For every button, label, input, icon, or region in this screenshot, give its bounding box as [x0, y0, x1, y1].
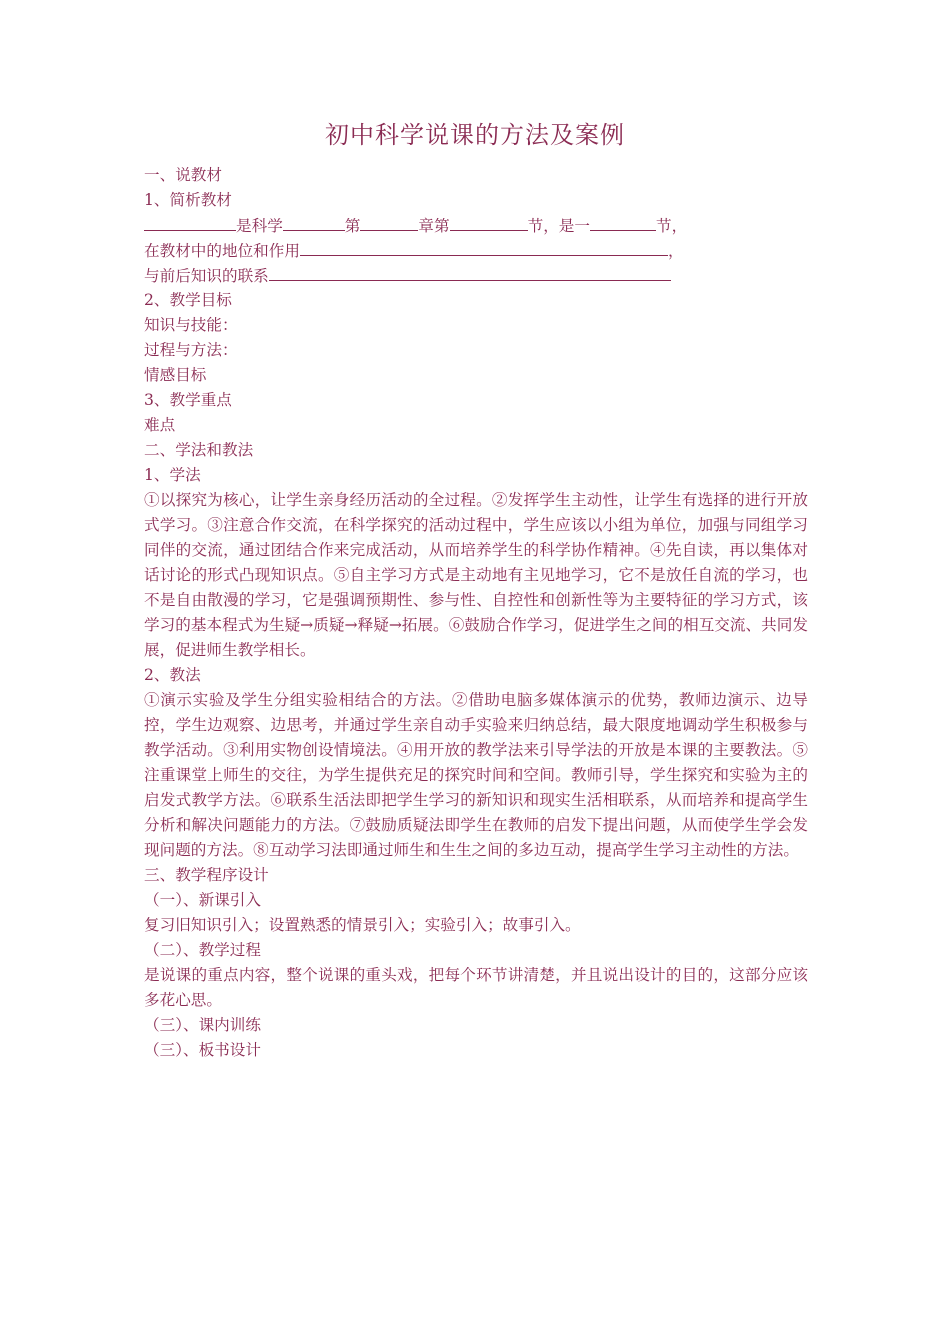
section-heading-1: 一、说教材	[144, 166, 222, 184]
paragraph-teaching-process: 是说课的重点内容，整个说课的重头戏，把每个环节讲清楚，并且说出设计的目的，这部分应该多花心思。	[144, 966, 808, 1009]
blank-field	[590, 213, 656, 231]
blank-field	[300, 238, 668, 256]
paragraph-learning-methods: ①以探究为核心，让学生亲身经历活动的全过程。②发挥学生主动性，让学生有选择的进行开放式学习。③注意合作交流，在科学探究的活动过程中，学生应该以小组为单位，加强与同组学习同伴的交流，通过团结合作来完成活动，从而培养学生的科学协作精神。④先自读，再以集体对话讨论的形式凸现知识点。⑤自主学习方式是主动地有主见地学习，它不是放任自流的学习，也不是自由散漫的学习，它是强调预期性、参与性、自控性和创新性等为主要特征的学习方式，该学习的基本程式为生疑→质疑→释疑→拓展。⑥鼓励合作学习，促进学生之间的相互交流、共同发展，促进师生教学相长。	[144, 491, 808, 659]
section-heading-3: 三、教学程序设计	[144, 866, 269, 884]
subheading-lesson-intro: （一）、新课引入	[144, 891, 261, 909]
fill-line-chapter	[144, 213, 808, 238]
blank-field	[450, 213, 528, 231]
fill-text: 节，	[656, 217, 688, 235]
subheading-teaching-methods: 2、教法	[144, 666, 201, 684]
fill-line-role	[144, 238, 808, 263]
paragraph-lesson-intro: 复习旧知识引入；设置熟悉的情景引入；实验引入；故事引入。	[144, 916, 581, 934]
subheading-learning-methods: 1、学法	[144, 466, 201, 484]
subheading-key-points: 3、教学重点	[144, 391, 232, 409]
fill-text: ，	[667, 242, 684, 260]
fill-text: 第	[344, 217, 361, 235]
subheading-board-design: （三）、板书设计	[144, 1041, 261, 1059]
fill-label: 与前后知识的联系	[144, 267, 269, 285]
fill-text: 节，是一	[527, 217, 590, 235]
fill-line-connection	[144, 263, 808, 288]
blank-field	[283, 213, 345, 231]
blank-field	[360, 213, 418, 231]
document-body	[144, 163, 808, 1063]
goal-item: 情感目标	[144, 366, 207, 384]
blank-field	[269, 263, 671, 281]
subheading-teaching-goals: 2、教学目标	[144, 291, 232, 309]
document-title: 初中科学说课的方法及案例	[325, 121, 625, 149]
fill-label: 在教材中的地位和作用	[144, 242, 300, 260]
subheading-textbook-analysis: 1、简析教材	[144, 191, 232, 209]
fill-text: 章第	[418, 217, 450, 235]
subheading-teaching-process: （二）、教学过程	[144, 941, 261, 959]
goal-item: 知识与技能：	[144, 316, 238, 334]
section-heading-2: 二、学法和教法	[144, 441, 254, 459]
paragraph-teaching-methods: ①演示实验及学生分组实验相结合的方法。②借助电脑多媒体演示的优势，教师边演示、边导控，学生边观察、边思考，并通过学生亲自动手实验来归纳总结，最大限度地调动学生积极参与教学活动。③利用实物创设情境法。④用开放的教学法来引导学法的开放是本课的主要教法。⑤注重课堂上师生的交往，为学生提供充足的探究时间和空间。教师引导，学生探究和实验为主的启发式教学方法。⑥联系生活法即把学生学习的新知识和现实生活相联系，从而培养和提高学生分析和解决问题能力的方法。⑦鼓励质疑法即学生在教师的启发下提出问题，从而使学生学会发现问题的方法。⑧互动学习法即通过师生和生生之间的多边互动，提高学生学习主动性的方法。	[144, 691, 808, 859]
subheading-class-practice: （三）、课内训练	[144, 1016, 261, 1034]
goal-item: 过程与方法：	[144, 341, 238, 359]
fill-text: 是科学	[236, 217, 283, 235]
key-point-item: 难点	[144, 416, 176, 434]
blank-field	[144, 213, 236, 231]
